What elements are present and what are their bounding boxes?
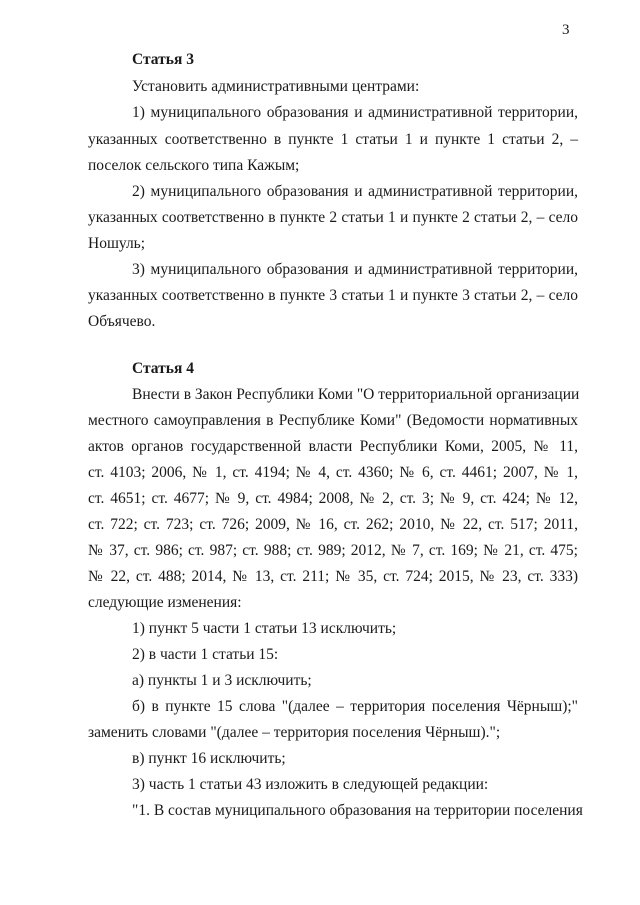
article-4-paragraph-line-2: местного самоуправления в Республике Коми" (Ведомости нормативных xyxy=(88,412,578,429)
article-4-paragraph-line-6: ст. 722; ст. 723; ст. 726; 2009, № 16, ст. 262; 2010, № 22, ст. 517; 2011, xyxy=(88,516,578,533)
article-3-intro: Установить административными центрами: xyxy=(132,78,420,95)
page-number: 3 xyxy=(562,22,570,38)
article-4-paragraph-line-8: № 22, ст. 488; 2014, № 13, ст. 211; № 35, ст. 724; 2015, № 23, ст. 333) xyxy=(88,568,578,585)
article-4-change-2v: в) пункт 16 исключить; xyxy=(132,750,286,767)
article-4-paragraph-line-5: ст. 4651; ст. 4677; № 9, ст. 4984; 2008, № 2, ст. 3; № 9, ст. 424; № 12, xyxy=(88,490,578,507)
article-4-change-1: 1) пункт 5 части 1 статьи 13 исключить; xyxy=(132,620,397,637)
article-4-change-3-quote: "1. В состав муниципального образования на территории поселения xyxy=(132,802,583,819)
article-3-item-1-line-2: указанных соответственно в пункте 1 статьи 1 и пункте 1 статьи 2, – xyxy=(88,131,578,148)
article-4-paragraph-line-4: ст. 4103; 2006, № 1, ст. 4194; № 4, ст. 4360; № 6, ст. 4461; 2007, № 1, xyxy=(88,464,578,481)
article-4-change-2b-line-2: заменить словами "(далее – территория поселения Чёрныш)."; xyxy=(88,724,501,741)
article-3-item-3-line-2: указанных соответственно в пункте 3 статьи 1 и пункте 3 статьи 2, – село xyxy=(88,287,578,304)
article-3-item-3-line-3: Объячево. xyxy=(88,313,156,330)
article-3-item-1-line-3: поселок сельского типа Кажым; xyxy=(88,157,300,174)
article-3-item-2-line-3: Ношуль; xyxy=(88,235,146,252)
article-4-change-2a: а) пункты 1 и 3 исключить; xyxy=(132,672,312,689)
article-4-paragraph-line-9: следующие изменения: xyxy=(88,594,242,611)
article-4-change-3: 3) часть 1 статьи 43 изложить в следующей редакции: xyxy=(132,776,489,793)
article-3-item-2-line-2: указанных соответственно в пункте 2 статьи 1 и пункте 2 статьи 2, – село xyxy=(88,209,578,226)
article-4-paragraph-line-1: Внести в Закон Республики Коми "О территориальной организации xyxy=(132,386,580,403)
article-4-paragraph-line-3: актов органов государственной власти Республики Коми, 2005, № 11, xyxy=(88,438,578,455)
article-4-paragraph-line-7: № 37, ст. 986; ст. 987; ст. 988; ст. 989; 2012, № 7, ст. 169; № 21, ст. 475; xyxy=(88,542,578,559)
article-4-change-2: 2) в части 1 статьи 15: xyxy=(132,646,279,663)
article-4-heading: Статья 4 xyxy=(132,360,194,377)
article-3-item-2-line-1: 2) муниципального образования и административной территории, xyxy=(132,183,578,200)
article-4-change-2b-line-1: б) в пункте 15 слова "(далее – территория поселения Чёрныш);" xyxy=(132,698,578,715)
article-3-item-1-line-1: 1) муниципального образования и административной территории, xyxy=(132,104,578,121)
article-3-item-3-line-1: 3) муниципального образования и административной территории, xyxy=(132,261,578,278)
article-3-heading: Статья 3 xyxy=(132,51,194,68)
